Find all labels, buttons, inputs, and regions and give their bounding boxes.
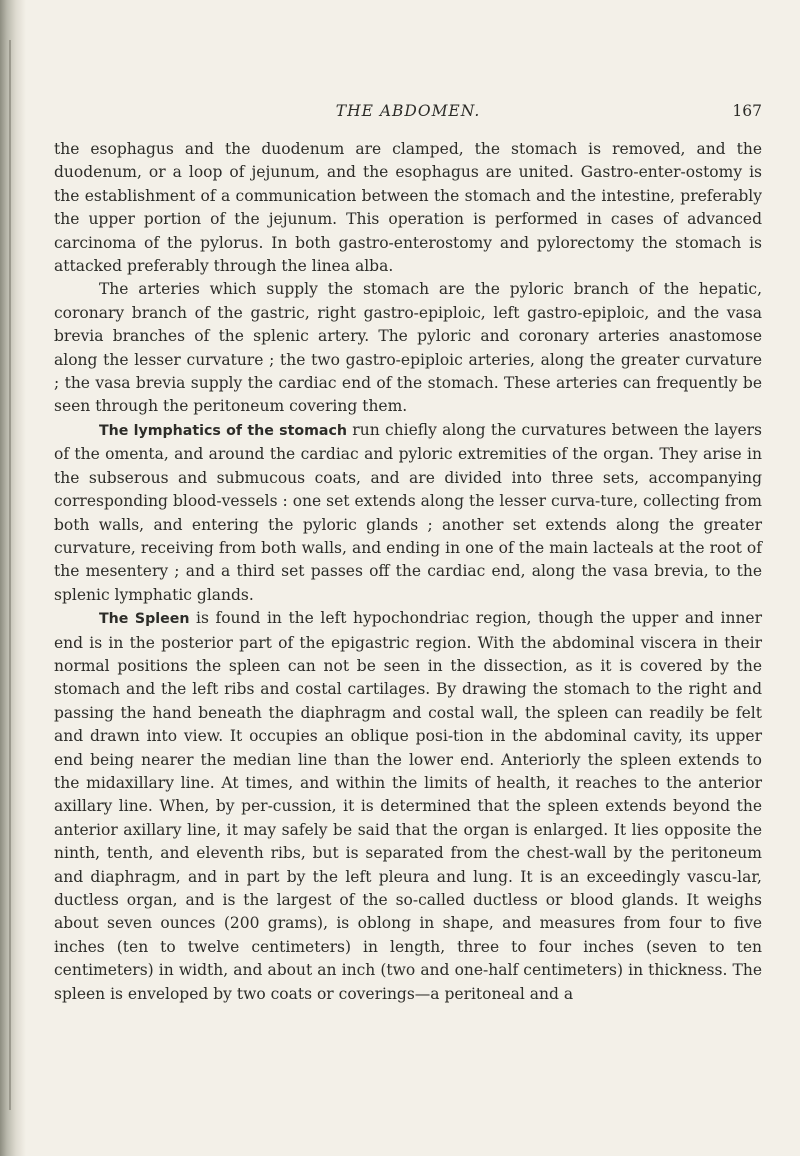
paragraph-spleen <box>54 607 762 1006</box>
paragraph-stomach-lymphatics <box>54 419 762 607</box>
page-number: 167 <box>732 102 762 120</box>
running-head <box>54 102 762 124</box>
paragraph-text: the esophagus and the duodenum are clamped, the stomach is removed, and the duodenum, or a loop of jejunum, and the esophagus are united. Gastro-enter-ostomy is the establishment of a communication between the stomach and the intestine, preferably the upper portion of the jejunum. This operation is performed in cases of advanced carcinoma of the pylorus. In both gastro-enterostomy and pylorectomy the stomach is attacked preferably through the linea alba. <box>54 140 762 276</box>
binding-edge <box>9 40 11 1110</box>
paragraph-stomach-removal <box>54 138 762 278</box>
paragraph-text: run chiefly along the curvatures between the layers of the omenta, and around the cardiac and pyloric extremities of the organ. They arise in the subserous and submucous coats, and are divided into three sets, accompanying corresponding blood-vessels : one set extends along the lesser curva-ture, collecting from both walls, and entering the pyloric glands ; another set extends along the greater curvature, receiving from both walls, and ending in one of the main lacteals at the root of the mesentery ; and a third set passes off the cardiac end, along the vasa brevia, to the splenic lymphatic glands. <box>54 420 762 604</box>
paragraph-stomach-arteries <box>54 278 762 418</box>
paragraph-text: is found in the left hypochondriac region, though the upper and inner end is in the posterior part of the epigastric region. With the abdominal viscera in their normal positions the spleen can not be seen in the dissection, as it is covered by the stomach and the left ribs and costal cartilages. By drawing the stomach to the right and passing the hand beneath the diaphragm and costal wall, the spleen can readily be felt and drawn into view. It occupies an oblique posi-tion in the abdominal cavity, its upper end being nearer the median line than the lower end. Anteriorly the spleen extends to the midaxillary line. At times, and within the limits of health, it reaches to the anterior axillary line. When, by per-cussion, it is determined that the spleen extends beyond the anterior axillary line, it may safely be said that the organ is enlarged. It lies opposite the ninth, tenth, and eleventh ribs, but is separated from the chest-wall by the peritoneum and diaphragm, and in part by the left pleura and lung. It is an exceedingly vascu-lar, ductless organ, and is the largest of the so-called ductless or blood glands. It weighs about seven ounces (200 grams), is oblong in shape, and measures from four to five inches (ten to twelve centimeters) in length, three to four inches (seven to ten centimeters) in width, and about an inch (two and one-half centimeters) in thickness. The spleen is enveloped by two coats or coverings—a peritoneal and a <box>54 609 763 1003</box>
running-title: THE ABDOMEN. <box>335 102 481 120</box>
paragraph-text: The arteries which supply the stomach are the pyloric branch of the hepatic, coronary branch of the gastric, right gastro-epiploic, left gastro-epiploic, and the vasa brevia branches of the splenic artery. The pyloric and coronary arteries anastomose along the lesser curvature ; the two gastro-epiploic arteries, along the greater curvature ; the vasa brevia supply the cardiac end of the stomach. These arteries can frequently be seen through the peritoneum covering them. <box>54 280 762 416</box>
body-text <box>54 138 762 1006</box>
section-heading-spleen: The Spleen <box>98 611 190 628</box>
section-heading-lymphatics: The lymphatics of the stomach <box>98 422 348 439</box>
book-page <box>54 102 762 1006</box>
page-gutter-shadow <box>0 0 26 1156</box>
